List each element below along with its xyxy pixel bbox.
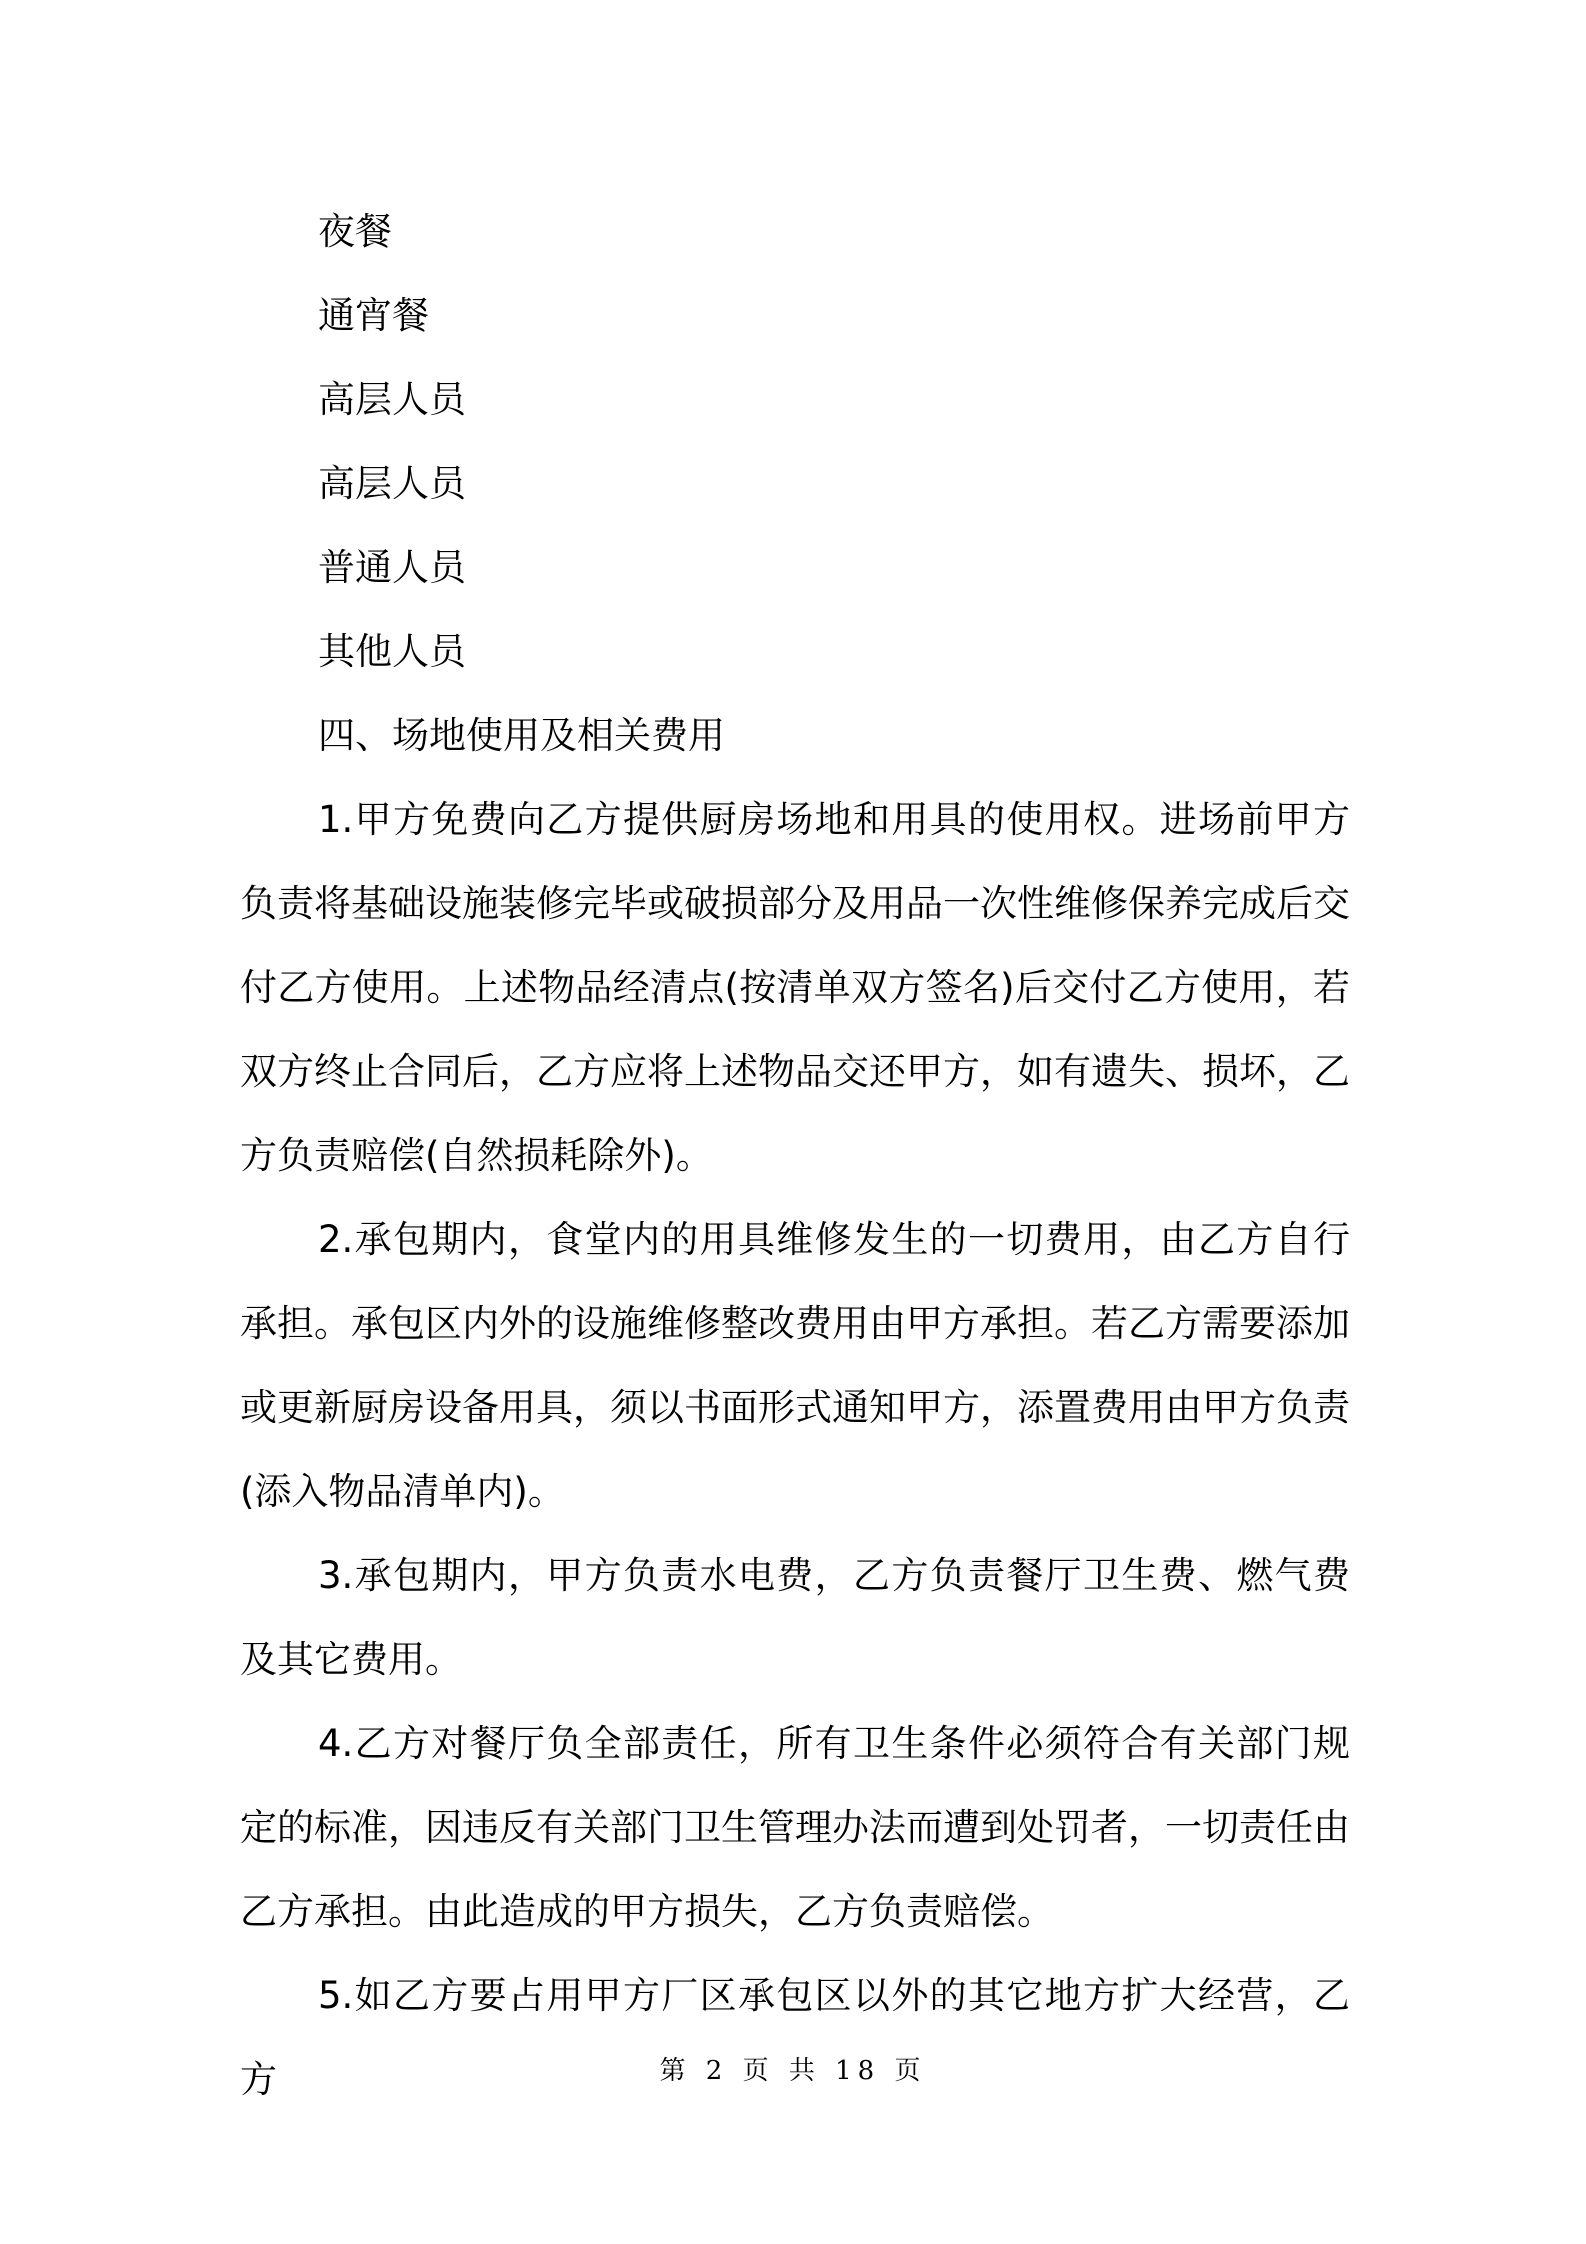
page-number-footer: 第 2 页 共 18 页: [659, 2056, 927, 2086]
paragraph: 5.如乙方要占用甲方厂区承包区以外的其它地方扩大经营，乙方: [240, 1974, 1350, 2101]
list-item: 高层人员: [318, 462, 466, 505]
list-item: 通宵餐: [318, 294, 429, 337]
page-content: [240, 190, 1350, 2122]
list-item: 普通人员: [318, 546, 466, 589]
list-item: 其他人员: [318, 630, 466, 673]
paragraph: 2.承包期内，食堂内的用具维修发生的一切费用，由乙方自行承担。承包区内外的设施维修整改费用由甲方承担。若乙方需要添加或更新厨房设备用具，须以书面形式通知甲方，添置费用由甲方负责(添入物品清单内)。: [240, 1218, 1350, 1513]
list-item: 夜餐: [318, 210, 392, 253]
paragraph: 3.承包期内，甲方负责水电费，乙方负责餐厅卫生费、燃气费及其它费用。: [240, 1554, 1350, 1681]
paragraph: 1.甲方免费向乙方提供厨房场地和用具的使用权。进场前甲方负责将基础设施装修完毕或破损部分及用品一次性维修保养完成后交付乙方使用。上述物品经清点(按清单双方签名)后交付乙方使用，若双方终止合同后，乙方应将上述物品交还甲方，如有遗失、损坏，乙方负责赔偿(自然损耗除外)。: [240, 798, 1350, 1177]
paragraph: 4.乙方对餐厅负全部责任，所有卫生条件必须符合有关部门规定的标准，因违反有关部门卫生管理办法而遭到处罚者，一切责任由乙方承担。由此造成的甲方损失，乙方负责赔偿。: [240, 1722, 1350, 1933]
section-heading: 四、场地使用及相关费用: [318, 714, 725, 757]
list-item: 高层人员: [318, 378, 466, 421]
